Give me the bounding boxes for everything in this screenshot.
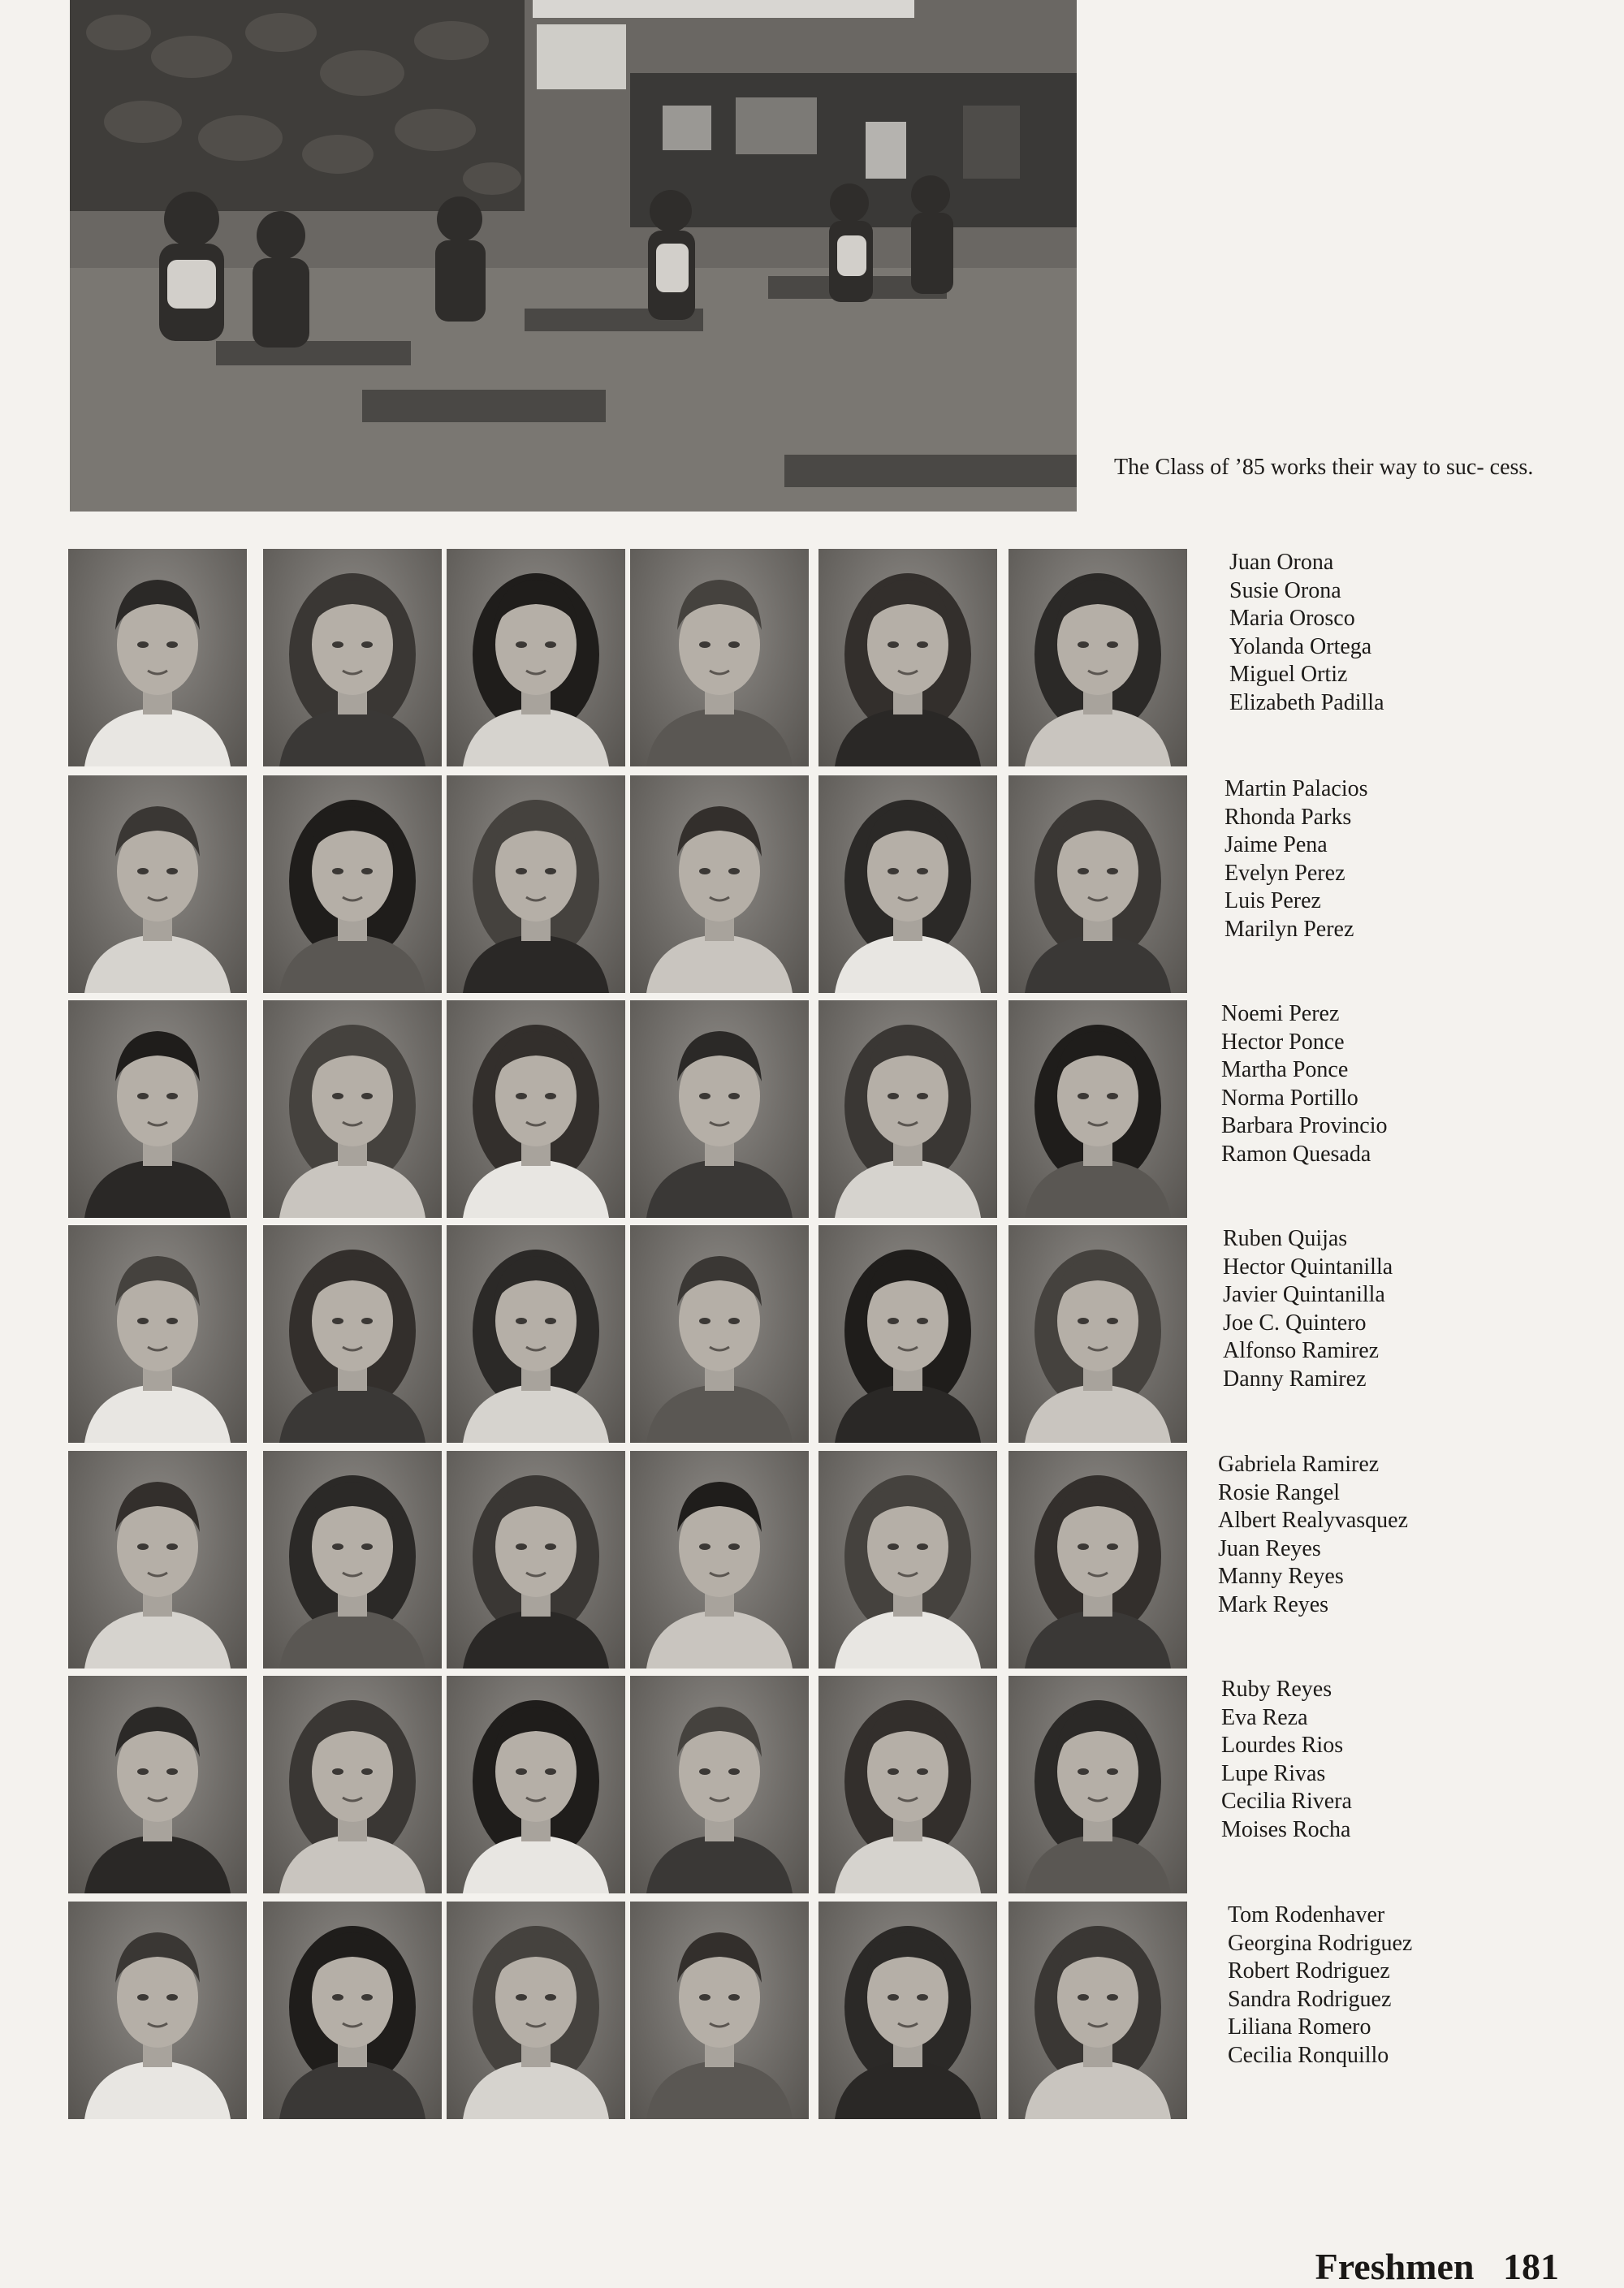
student-name: Lourdes Rios: [1221, 1733, 1344, 1758]
student-portrait: [818, 1000, 997, 1218]
student-name: Yolanda Ortega: [1229, 633, 1372, 659]
portrait-silhouette: [68, 775, 247, 993]
student-name: Evelyn Perez: [1224, 860, 1345, 886]
portrait-silhouette: [630, 1902, 809, 2119]
student-name: Marilyn Perez: [1224, 916, 1354, 942]
student-name: Georgina Rodriguez: [1228, 1930, 1413, 1956]
portrait-silhouette: [447, 549, 625, 766]
portrait-silhouette: [818, 1225, 997, 1443]
student-portrait: [447, 1225, 625, 1443]
student-name: Robert Rodriguez: [1228, 1958, 1390, 1984]
student-portrait: [263, 1676, 442, 1893]
student-name: Ramon Quesada: [1221, 1141, 1371, 1167]
student-portrait: [263, 1902, 442, 2119]
portrait-silhouette: [447, 1225, 625, 1443]
portrait-silhouette: [447, 1451, 625, 1669]
student-name: Hector Quintanilla: [1223, 1254, 1393, 1280]
portrait-silhouette: [630, 775, 809, 993]
portrait-silhouette: [263, 775, 442, 993]
portrait-row: [68, 775, 1187, 996]
student-portrait: [1009, 775, 1187, 993]
student-portrait: [447, 1000, 625, 1218]
portrait-silhouette: [630, 1451, 809, 1669]
portrait-row: [68, 1451, 1187, 1672]
student-portrait: [1009, 1225, 1187, 1443]
portrait-silhouette: [68, 549, 247, 766]
student-name: Alfonso Ramirez: [1223, 1338, 1380, 1363]
student-name: Susie Orona: [1229, 577, 1341, 603]
portrait-silhouette: [1009, 1000, 1187, 1218]
name-list: [1223, 1225, 1393, 1393]
student-name: Danny Ramirez: [1223, 1366, 1367, 1392]
student-name: Juan Orona: [1229, 550, 1334, 575]
portrait-silhouette: [818, 775, 997, 993]
name-list: [1224, 775, 1368, 943]
student-name: Barbara Provincio: [1221, 1113, 1388, 1138]
portrait-silhouette: [1009, 1676, 1187, 1893]
student-portrait: [630, 775, 809, 993]
portrait-silhouette: [630, 549, 809, 766]
student-name: Joe C. Quintero: [1223, 1310, 1367, 1336]
student-name: Eva Reza: [1221, 1704, 1308, 1730]
student-name: Elizabeth Padilla: [1229, 689, 1384, 715]
name-list: [1228, 1902, 1412, 2070]
student-name: Maria Orosco: [1229, 606, 1355, 631]
student-name: Noemi Perez: [1221, 1001, 1340, 1026]
student-name: Liliana Romero: [1228, 2014, 1371, 2040]
portrait-silhouette: [630, 1676, 809, 1893]
name-list: [1229, 549, 1384, 717]
student-name: Javier Quintanilla: [1223, 1282, 1385, 1307]
portrait-silhouette: [68, 1902, 247, 2119]
student-portrait: [1009, 549, 1187, 766]
student-name: Cecilia Ronquillo: [1228, 2042, 1389, 2068]
portrait-silhouette: [1009, 549, 1187, 766]
student-portrait: [263, 1451, 442, 1669]
student-name: Luis Perez: [1224, 888, 1321, 913]
student-portrait: [1009, 1000, 1187, 1218]
portrait-silhouette: [1009, 1225, 1187, 1443]
student-portrait: [818, 1225, 997, 1443]
portrait-silhouette: [68, 1451, 247, 1669]
student-name: Moises Rocha: [1221, 1816, 1351, 1842]
portrait-silhouette: [818, 1902, 997, 2119]
portrait-silhouette: [447, 775, 625, 993]
student-portrait: [630, 1225, 809, 1443]
student-portrait: [818, 549, 997, 766]
student-portrait: [1009, 1902, 1187, 2119]
student-portrait: [1009, 1451, 1187, 1669]
student-portrait: [818, 1902, 997, 2119]
portrait-silhouette: [818, 549, 997, 766]
portrait-silhouette: [263, 1676, 442, 1893]
student-portrait: [447, 1676, 625, 1893]
portrait-silhouette: [1009, 1902, 1187, 2119]
student-name: Martin Palacios: [1224, 776, 1368, 801]
portrait-silhouette: [263, 549, 442, 766]
photo-caption: The Class of ’85 works their way to suc- cess.: [1114, 455, 1534, 480]
portrait-silhouette: [818, 1676, 997, 1893]
portrait-silhouette: [263, 1000, 442, 1218]
portrait-silhouette: [68, 1000, 247, 1218]
portrait-silhouette: [447, 1902, 625, 2119]
name-list: [1221, 1000, 1388, 1168]
student-portrait: [818, 775, 997, 993]
portrait-row: [68, 1225, 1187, 1446]
student-portrait: [447, 549, 625, 766]
student-name: Manny Reyes: [1218, 1564, 1344, 1589]
student-portrait: [447, 1902, 625, 2119]
portrait-silhouette: [818, 1451, 997, 1669]
page-footer: [1315, 2246, 1559, 2288]
student-portrait: [68, 1676, 247, 1893]
portrait-silhouette: [447, 1000, 625, 1218]
student-name: Mark Reyes: [1218, 1591, 1329, 1617]
student-name: Lupe Rivas: [1221, 1760, 1326, 1786]
student-portrait: [68, 1225, 247, 1443]
portrait-row: [68, 1902, 1187, 2122]
student-portrait: [263, 549, 442, 766]
student-portrait: [818, 1451, 997, 1669]
student-portrait: [68, 549, 247, 766]
portrait-silhouette: [1009, 1451, 1187, 1669]
student-name: Cecilia Rivera: [1221, 1789, 1352, 1814]
portrait-row: [68, 549, 1187, 770]
student-name: Martha Ponce: [1221, 1057, 1349, 1082]
student-name: Juan Reyes: [1218, 1535, 1321, 1561]
student-name: Gabriela Ramirez: [1218, 1452, 1380, 1477]
portrait-silhouette: [630, 1225, 809, 1443]
student-portrait: [818, 1676, 997, 1893]
student-portrait: [1009, 1676, 1187, 1893]
page-number: 181: [1503, 2246, 1559, 2287]
student-portrait: [263, 1000, 442, 1218]
name-list: [1221, 1676, 1352, 1844]
student-portrait: [630, 1000, 809, 1218]
student-portrait: [68, 1000, 247, 1218]
student-portrait: [263, 775, 442, 993]
portrait-silhouette: [263, 1451, 442, 1669]
portrait-silhouette: [1009, 775, 1187, 993]
portrait-row: [68, 1676, 1187, 1897]
student-name: Norma Portillo: [1221, 1085, 1358, 1111]
portrait-silhouette: [263, 1225, 442, 1443]
student-portrait: [68, 1902, 247, 2119]
student-name: Tom Rodenhaver: [1228, 1902, 1385, 1928]
student-name: Albert Realyvasquez: [1218, 1508, 1409, 1533]
portrait-silhouette: [68, 1676, 247, 1893]
student-name: Ruby Reyes: [1221, 1677, 1332, 1702]
student-portrait: [68, 1451, 247, 1669]
student-portrait: [630, 549, 809, 766]
student-portrait: [68, 775, 247, 993]
student-name: Ruben Quijas: [1223, 1226, 1348, 1251]
classroom-photo-illustration: [70, 0, 1077, 512]
portrait-row: [68, 1000, 1187, 1221]
student-portrait: [263, 1225, 442, 1443]
student-name: Rosie Rangel: [1218, 1479, 1341, 1505]
student-name: Hector Ponce: [1221, 1029, 1345, 1055]
student-name: Rhonda Parks: [1224, 804, 1352, 830]
classroom-photo: [70, 0, 1077, 512]
student-portrait: [447, 775, 625, 993]
name-list: [1218, 1451, 1408, 1619]
student-portrait: [630, 1676, 809, 1893]
student-name: Jaime Pena: [1224, 832, 1328, 857]
student-name: Miguel Ortiz: [1229, 662, 1348, 687]
section-title: Freshmen: [1315, 2246, 1475, 2287]
portrait-silhouette: [263, 1902, 442, 2119]
portrait-silhouette: [68, 1225, 247, 1443]
portrait-silhouette: [447, 1676, 625, 1893]
portrait-silhouette: [818, 1000, 997, 1218]
student-name: Sandra Rodriguez: [1228, 1986, 1392, 2012]
student-portrait: [630, 1451, 809, 1669]
portrait-silhouette: [630, 1000, 809, 1218]
student-portrait: [447, 1451, 625, 1669]
student-portrait: [630, 1902, 809, 2119]
